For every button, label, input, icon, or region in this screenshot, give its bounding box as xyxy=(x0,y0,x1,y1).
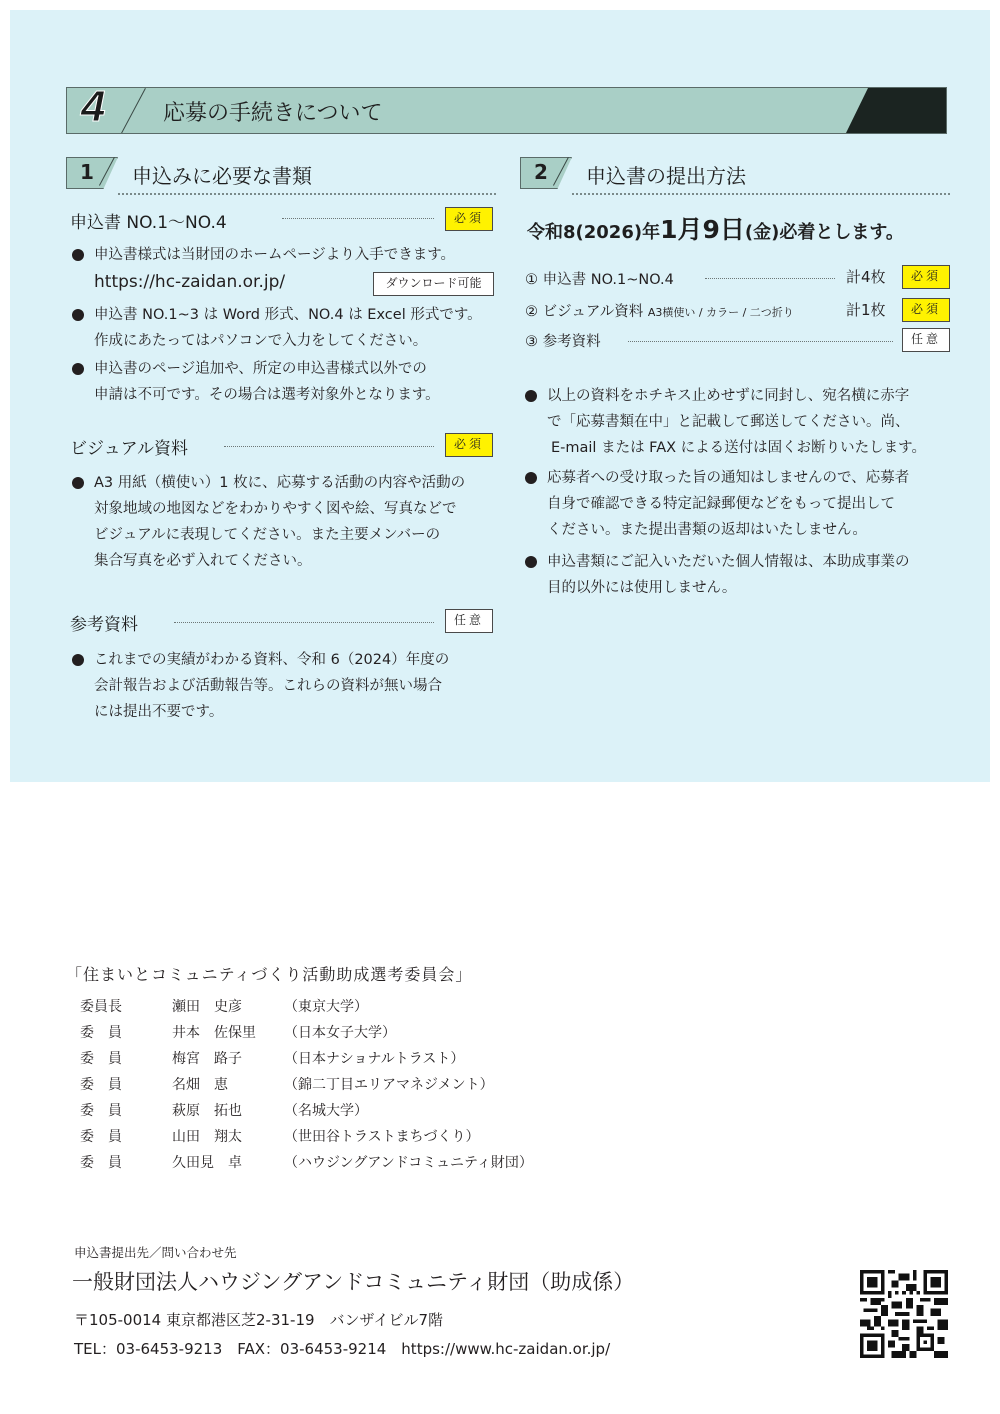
deadline-day: 9日 xyxy=(702,215,745,244)
bullet-text-line: E-mail または FAX による送付は固くお断りいたします。 xyxy=(551,440,926,456)
qr-code-icon[interactable] xyxy=(860,1270,948,1358)
dotted-leader xyxy=(282,218,434,219)
postal-address: 〒105-0014 東京都港区芝2-31-19 バンザイビル7階 xyxy=(74,1311,444,1329)
item-heading-reference: 参考資料 xyxy=(70,615,138,635)
subsection-number: 2 xyxy=(534,160,548,184)
bullet-item xyxy=(525,383,965,461)
deadline-era: 令和8(2026)年 xyxy=(527,222,661,243)
member-affiliation: （日本ナショナルトラスト） xyxy=(284,1051,465,1067)
download-available-badge: ダウンロード可能 xyxy=(373,272,494,296)
member-name: 瀬田 史彦 xyxy=(172,999,242,1015)
member-name: 名畑 恵 xyxy=(172,1077,228,1093)
bullet-dot-icon xyxy=(525,472,537,484)
subsection-title: 申込みに必要な書類 xyxy=(132,164,312,188)
bullet-text-line: 会計報告および活動報告等。これらの資料が無い場合 xyxy=(94,678,442,694)
submission-row xyxy=(525,300,794,321)
sheet-count: 計1枚 xyxy=(846,301,886,319)
member-affiliation: （錦二丁目エリアマネジメント） xyxy=(284,1077,494,1093)
item-heading-application: 申込書 NO.1〜NO.4 xyxy=(70,213,227,233)
member-name: 梅宮 路子 xyxy=(172,1051,242,1067)
bullet-item xyxy=(72,356,512,408)
bullet-dot-icon xyxy=(525,556,537,568)
bullet-text-line: 申込書 NO.1~3 は Word 形式、NO.4 は Excel 形式です。 xyxy=(94,307,482,323)
member-role: 委員長 xyxy=(80,999,122,1015)
bullet-dot-icon xyxy=(72,363,84,375)
deadline-weekday: (金) xyxy=(744,222,780,243)
submission-row xyxy=(525,330,601,351)
tel-fax-url: TEL：03-6453-9213 FAX：03-6453-9214 https://www.hc-zaidan.or.jp/ xyxy=(74,1340,611,1358)
bullet-text-line: 申請は不可です。その場合は選考対象外となります。 xyxy=(94,387,440,403)
row-number: ① xyxy=(525,272,538,288)
deadline-statement xyxy=(527,210,904,246)
bullet-item xyxy=(525,549,965,601)
committee-title: 「住まいとコミュニティづくり活動助成選考委員会」 xyxy=(66,965,473,984)
deadline-suffix: 必着とします。 xyxy=(779,222,904,243)
optional-badge: 任意 xyxy=(902,328,950,352)
dotted-underline xyxy=(118,193,496,195)
dotted-leader xyxy=(224,446,434,447)
bullet-item xyxy=(72,242,512,268)
member-affiliation: （名城大学） xyxy=(284,1103,368,1119)
row-number: ③ xyxy=(525,334,538,350)
bullet-dot-icon xyxy=(72,249,84,261)
dotted-leader xyxy=(705,278,835,279)
homepage-link[interactable]: https://hc-zaidan.or.jp/ xyxy=(94,272,286,292)
bullet-text-line: 作成にあたってはパソコンで入力をしてください。 xyxy=(94,333,428,349)
bullet-text-line: ビジュアルに表現してください。また主要メンバーの xyxy=(94,527,441,543)
member-affiliation: （東京大学） xyxy=(284,999,368,1015)
procedure-panel xyxy=(10,10,990,782)
bullet-text-line: 申込書のページ追加や、所定の申込書様式以外での xyxy=(94,361,427,377)
bullet-text-line: 自身で確認できる特定記録郵便などをもって提出して xyxy=(547,496,895,512)
contact-label: 申込書提出先／問い合わせ先 xyxy=(74,1245,237,1260)
bullet-text-line: 応募者への受け取った旨の通知はしませんので、応募者 xyxy=(547,470,910,486)
row-number: ② xyxy=(525,304,538,320)
member-affiliation: （ハウジングアンドコミュニティ財団） xyxy=(284,1155,533,1171)
bullet-item xyxy=(72,302,512,354)
row-label: 申込書 NO.1~NO.4 xyxy=(542,272,674,288)
bullet-dot-icon xyxy=(72,654,84,666)
header-dark-accent xyxy=(846,88,946,133)
bullet-text-line: 申込書類にご記入いただいた個人情報は、本助成事業の xyxy=(547,554,910,570)
member-role: 委 員 xyxy=(80,1077,122,1093)
bullet-text-line: 目的以外には使用しません。 xyxy=(547,580,737,596)
member-role: 委 員 xyxy=(80,1155,122,1171)
bullet-text-line: 対象地域の地図などをわかりやすく図や絵、写真などで xyxy=(94,501,457,517)
bullet-dot-icon xyxy=(72,309,84,321)
required-badge: 必須 xyxy=(902,298,950,322)
section-title: 応募の手続きについて xyxy=(163,101,383,126)
bullet-text: 申込書様式は当財団のホームページより入手できます。 xyxy=(94,247,456,263)
subsection-header-submission xyxy=(520,157,960,191)
sheet-count: 計4枚 xyxy=(846,268,886,286)
bullet-dot-icon xyxy=(525,390,537,402)
dotted-leader xyxy=(628,341,893,342)
required-badge: 必須 xyxy=(902,265,950,289)
bullet-text-line: A3 用紙（横使い）1 枚に、応募する活動の内容や活動の xyxy=(94,475,466,491)
submission-row xyxy=(525,268,674,289)
bullet-text-line: 以上の資料をホチキス止めせずに同封し、宛名横に赤字 xyxy=(547,388,910,404)
subsection-number: 1 xyxy=(80,160,94,184)
member-name: 山田 翔太 xyxy=(172,1129,242,1145)
member-affiliation: （日本女子大学） xyxy=(284,1025,396,1041)
bullet-item xyxy=(72,470,512,574)
bullet-text-line: には提出不要です。 xyxy=(94,704,224,720)
member-affiliation: （世田谷トラストまちづくり） xyxy=(284,1129,480,1145)
bullet-item xyxy=(525,465,965,543)
dotted-underline xyxy=(572,193,950,195)
bullet-item xyxy=(72,647,512,725)
member-name: 井本 佐保里 xyxy=(172,1025,256,1041)
bullet-text-line: で「応募書類在中」と記載して郵送してください。尚、 xyxy=(547,414,910,430)
item-heading-visual: ビジュアル資料 xyxy=(70,439,188,459)
member-role: 委 員 xyxy=(80,1025,122,1041)
organization-name: 一般財団法人ハウジングアンドコミュニティ財団（助成係） xyxy=(72,1270,635,1294)
optional-badge: 任意 xyxy=(445,609,493,633)
subsection-title: 申込書の提出方法 xyxy=(586,164,746,188)
bullet-text-line: ください。また提出書類の返却はいたしません。 xyxy=(547,522,867,538)
required-badge: 必須 xyxy=(445,433,493,457)
member-role: 委 員 xyxy=(80,1051,122,1067)
required-badge: 必須 xyxy=(445,207,493,231)
slash-divider xyxy=(119,88,146,134)
bullet-text-line: 集合写真を必ず入れてください。 xyxy=(94,553,312,569)
deadline-month: 1月 xyxy=(660,215,703,244)
dotted-leader xyxy=(174,622,434,623)
section-header xyxy=(66,87,947,134)
row-note: A3横使い / カラー / 二つ折り xyxy=(647,306,794,319)
bullet-text-line: これまでの実績がわかる資料、令和 6（2024）年度の xyxy=(94,652,450,668)
member-role: 委 員 xyxy=(80,1129,122,1145)
member-name: 萩原 拓也 xyxy=(172,1103,242,1119)
member-role: 委 員 xyxy=(80,1103,122,1119)
bullet-dot-icon xyxy=(72,477,84,489)
member-name: 久田見 卓 xyxy=(172,1155,242,1171)
row-label: 参考資料 xyxy=(542,334,601,350)
row-label: ビジュアル資料 xyxy=(542,304,644,320)
section-number: 4 xyxy=(81,87,106,131)
subsection-header-required-docs xyxy=(66,157,506,191)
